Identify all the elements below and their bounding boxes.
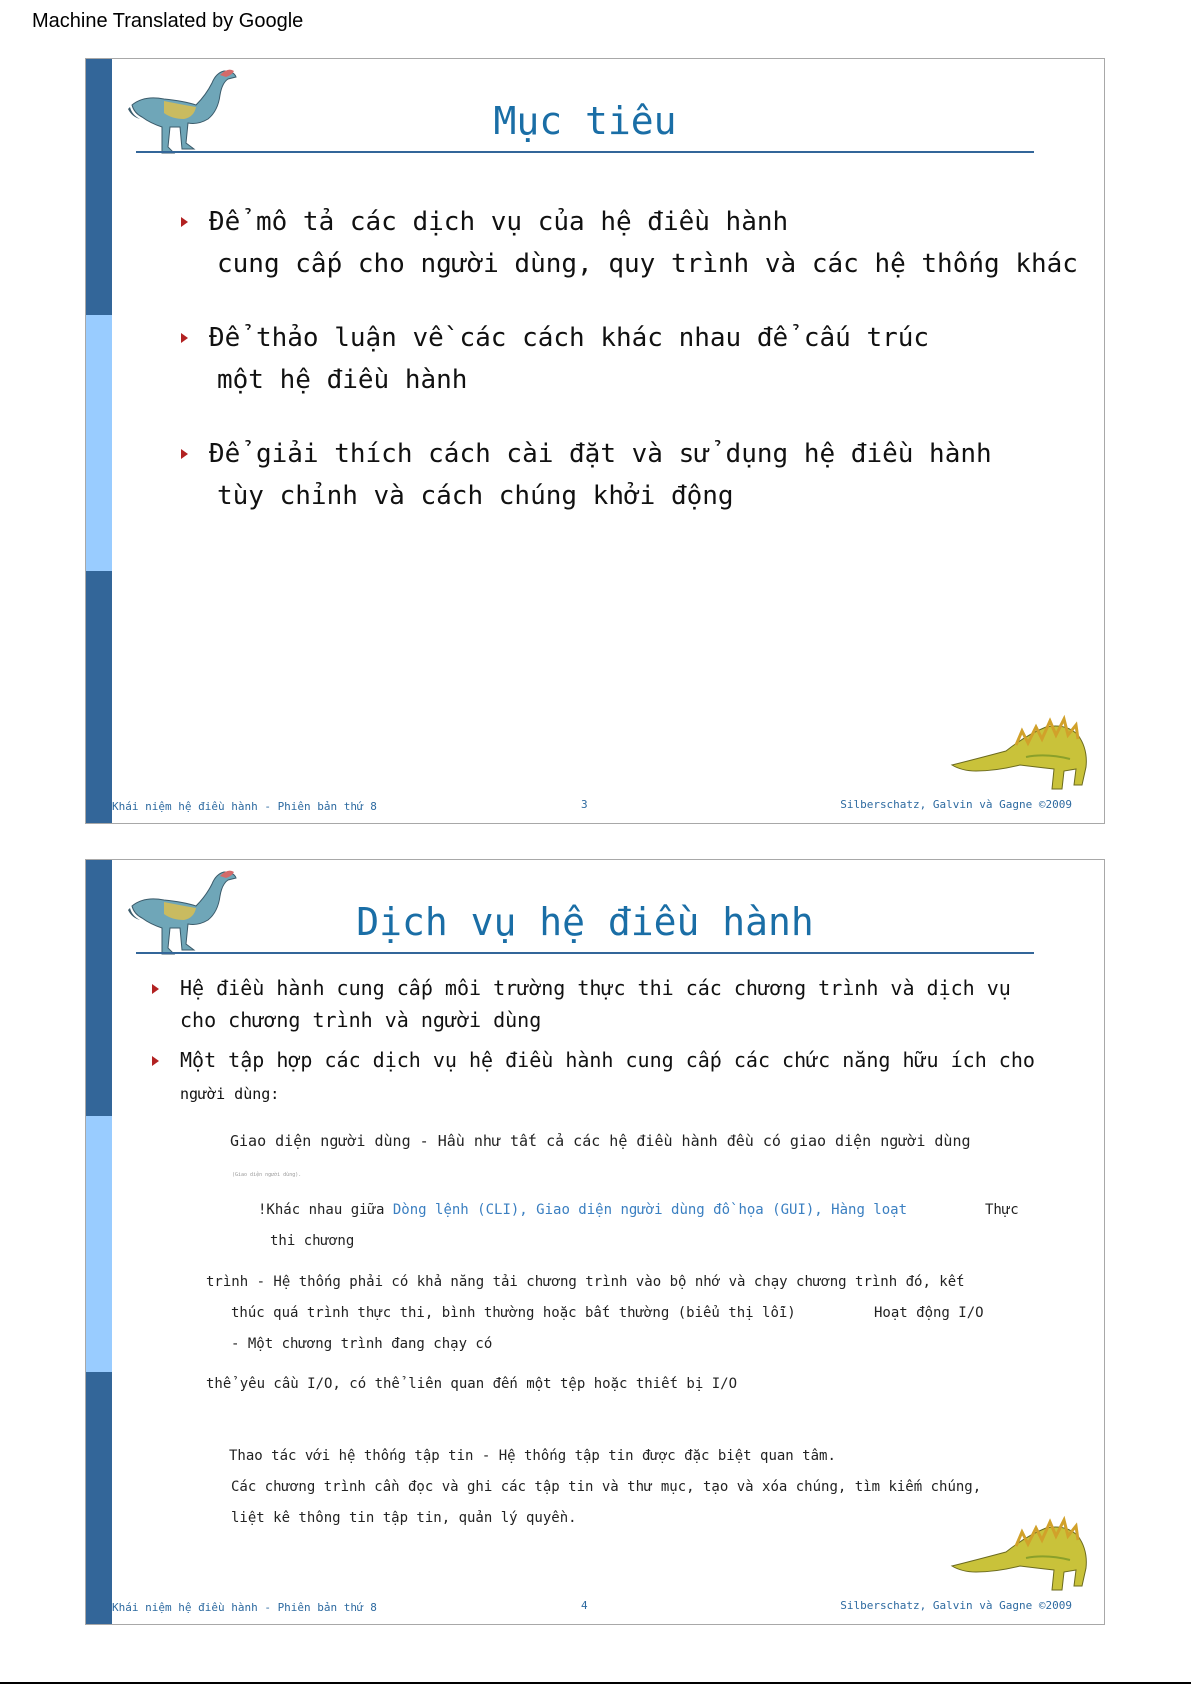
page-bottom-rule bbox=[0, 1682, 1191, 1684]
interface-types-link[interactable]: Dòng lệnh (CLI), Giao diện người dùng đồ họa (GUI), Hàng loạt bbox=[392, 1202, 908, 1218]
user-interface-text: Giao diện người dùng - Hầu như tất cả các hệ điều hành đều có giao diện người dùng bbox=[230, 1132, 971, 1150]
list-item: Để mô tả các dịch vụ của hệ điều hành cung cấp cho người dùng, quy trình và các hệ thống khác bbox=[181, 201, 1078, 285]
slide-title: Mục tiêu bbox=[493, 99, 677, 143]
page-number: 3 bbox=[581, 798, 588, 811]
machine-translated-header: Machine Translated by Google bbox=[32, 10, 304, 32]
list-item: Để thảo luận về các cách khác nhau để cấu trúc một hệ điều hành bbox=[181, 317, 1078, 401]
list-item: Một tập hợp các dịch vụ hệ điều hành cung cấp các chức năng hữu ích cho người dùng: bbox=[152, 1044, 1035, 1108]
slide-title: Dịch vụ hệ điều hành bbox=[356, 900, 814, 944]
filesystem-text-2: Các chương trình cần đọc và ghi các tập tin và thư mục, tạo và xóa chúng, tìm kiếm chúng, bbox=[231, 1479, 982, 1495]
title-underline bbox=[136, 952, 1034, 954]
stegosaurus-icon bbox=[946, 1506, 1096, 1596]
footer-course-title: Khái niệm hệ điều hành - Phiên bản thứ 8 bbox=[112, 800, 377, 813]
interface-types-text: !Khác nhau giữa Dòng lệnh (CLI), Giao diện người dùng đồ họa (GUI), Hàng loạt bbox=[258, 1202, 908, 1218]
io-label: Hoạt động I/O bbox=[874, 1305, 984, 1321]
slide-sidebar bbox=[86, 860, 112, 1624]
execution-label: Thực bbox=[985, 1202, 1019, 1218]
filesystem-text-1: Thao tác với hệ thống tập tin - Hệ thống tập tin được đặc biệt quan tâm. bbox=[229, 1448, 836, 1464]
execution-text-1: thi chương bbox=[270, 1233, 355, 1249]
footer-course-title: Khái niệm hệ điều hành - Phiên bản thứ 8 bbox=[112, 1601, 377, 1614]
page-number: 4 bbox=[581, 1599, 588, 1612]
execution-text-3: thúc quá trình thực thi, bình thường hoặc bất thường (biểu thị lỗi) bbox=[231, 1305, 796, 1321]
title-underline bbox=[136, 151, 1034, 153]
list-item: Hệ điều hành cung cấp môi trường thực thi các chương trình và dịch vụ cho chương trình và người dùng bbox=[152, 972, 1035, 1036]
io-text-2: thể yêu cầu I/O, có thể liên quan đến một tệp hoặc thiết bị I/O bbox=[206, 1376, 738, 1392]
services-list bbox=[152, 972, 1035, 1108]
footer-authors: Silberschatz, Galvin và Gagne ©2009 bbox=[840, 798, 1072, 811]
objectives-list bbox=[181, 201, 1078, 549]
slide-4 bbox=[85, 859, 1105, 1625]
bullet-arrow-icon bbox=[152, 1056, 159, 1066]
list-item: Để giải thích cách cài đặt và sử dụng hệ điều hành tùy chỉnh và cách chúng khởi động bbox=[181, 433, 1078, 517]
slide-3 bbox=[85, 58, 1105, 824]
bullet-arrow-icon bbox=[152, 984, 159, 994]
bullet-arrow-icon bbox=[181, 449, 188, 459]
tiny-caption: (Giao diện người dùng). bbox=[232, 1172, 302, 1178]
stegosaurus-icon bbox=[946, 705, 1096, 795]
bullet-arrow-icon bbox=[181, 217, 188, 227]
io-text-1: - Một chương trình đang chạy có bbox=[231, 1336, 493, 1352]
execution-text-2: trình - Hệ thống phải có khả năng tải chương trình vào bộ nhớ và chạy chương trình đó, kết bbox=[206, 1274, 965, 1290]
filesystem-text-3: liệt kê thông tin tập tin, quản lý quyền. bbox=[231, 1510, 577, 1526]
bullet-arrow-icon bbox=[181, 333, 188, 343]
footer-authors: Silberschatz, Galvin và Gagne ©2009 bbox=[840, 1599, 1072, 1612]
slide-sidebar bbox=[86, 59, 112, 823]
